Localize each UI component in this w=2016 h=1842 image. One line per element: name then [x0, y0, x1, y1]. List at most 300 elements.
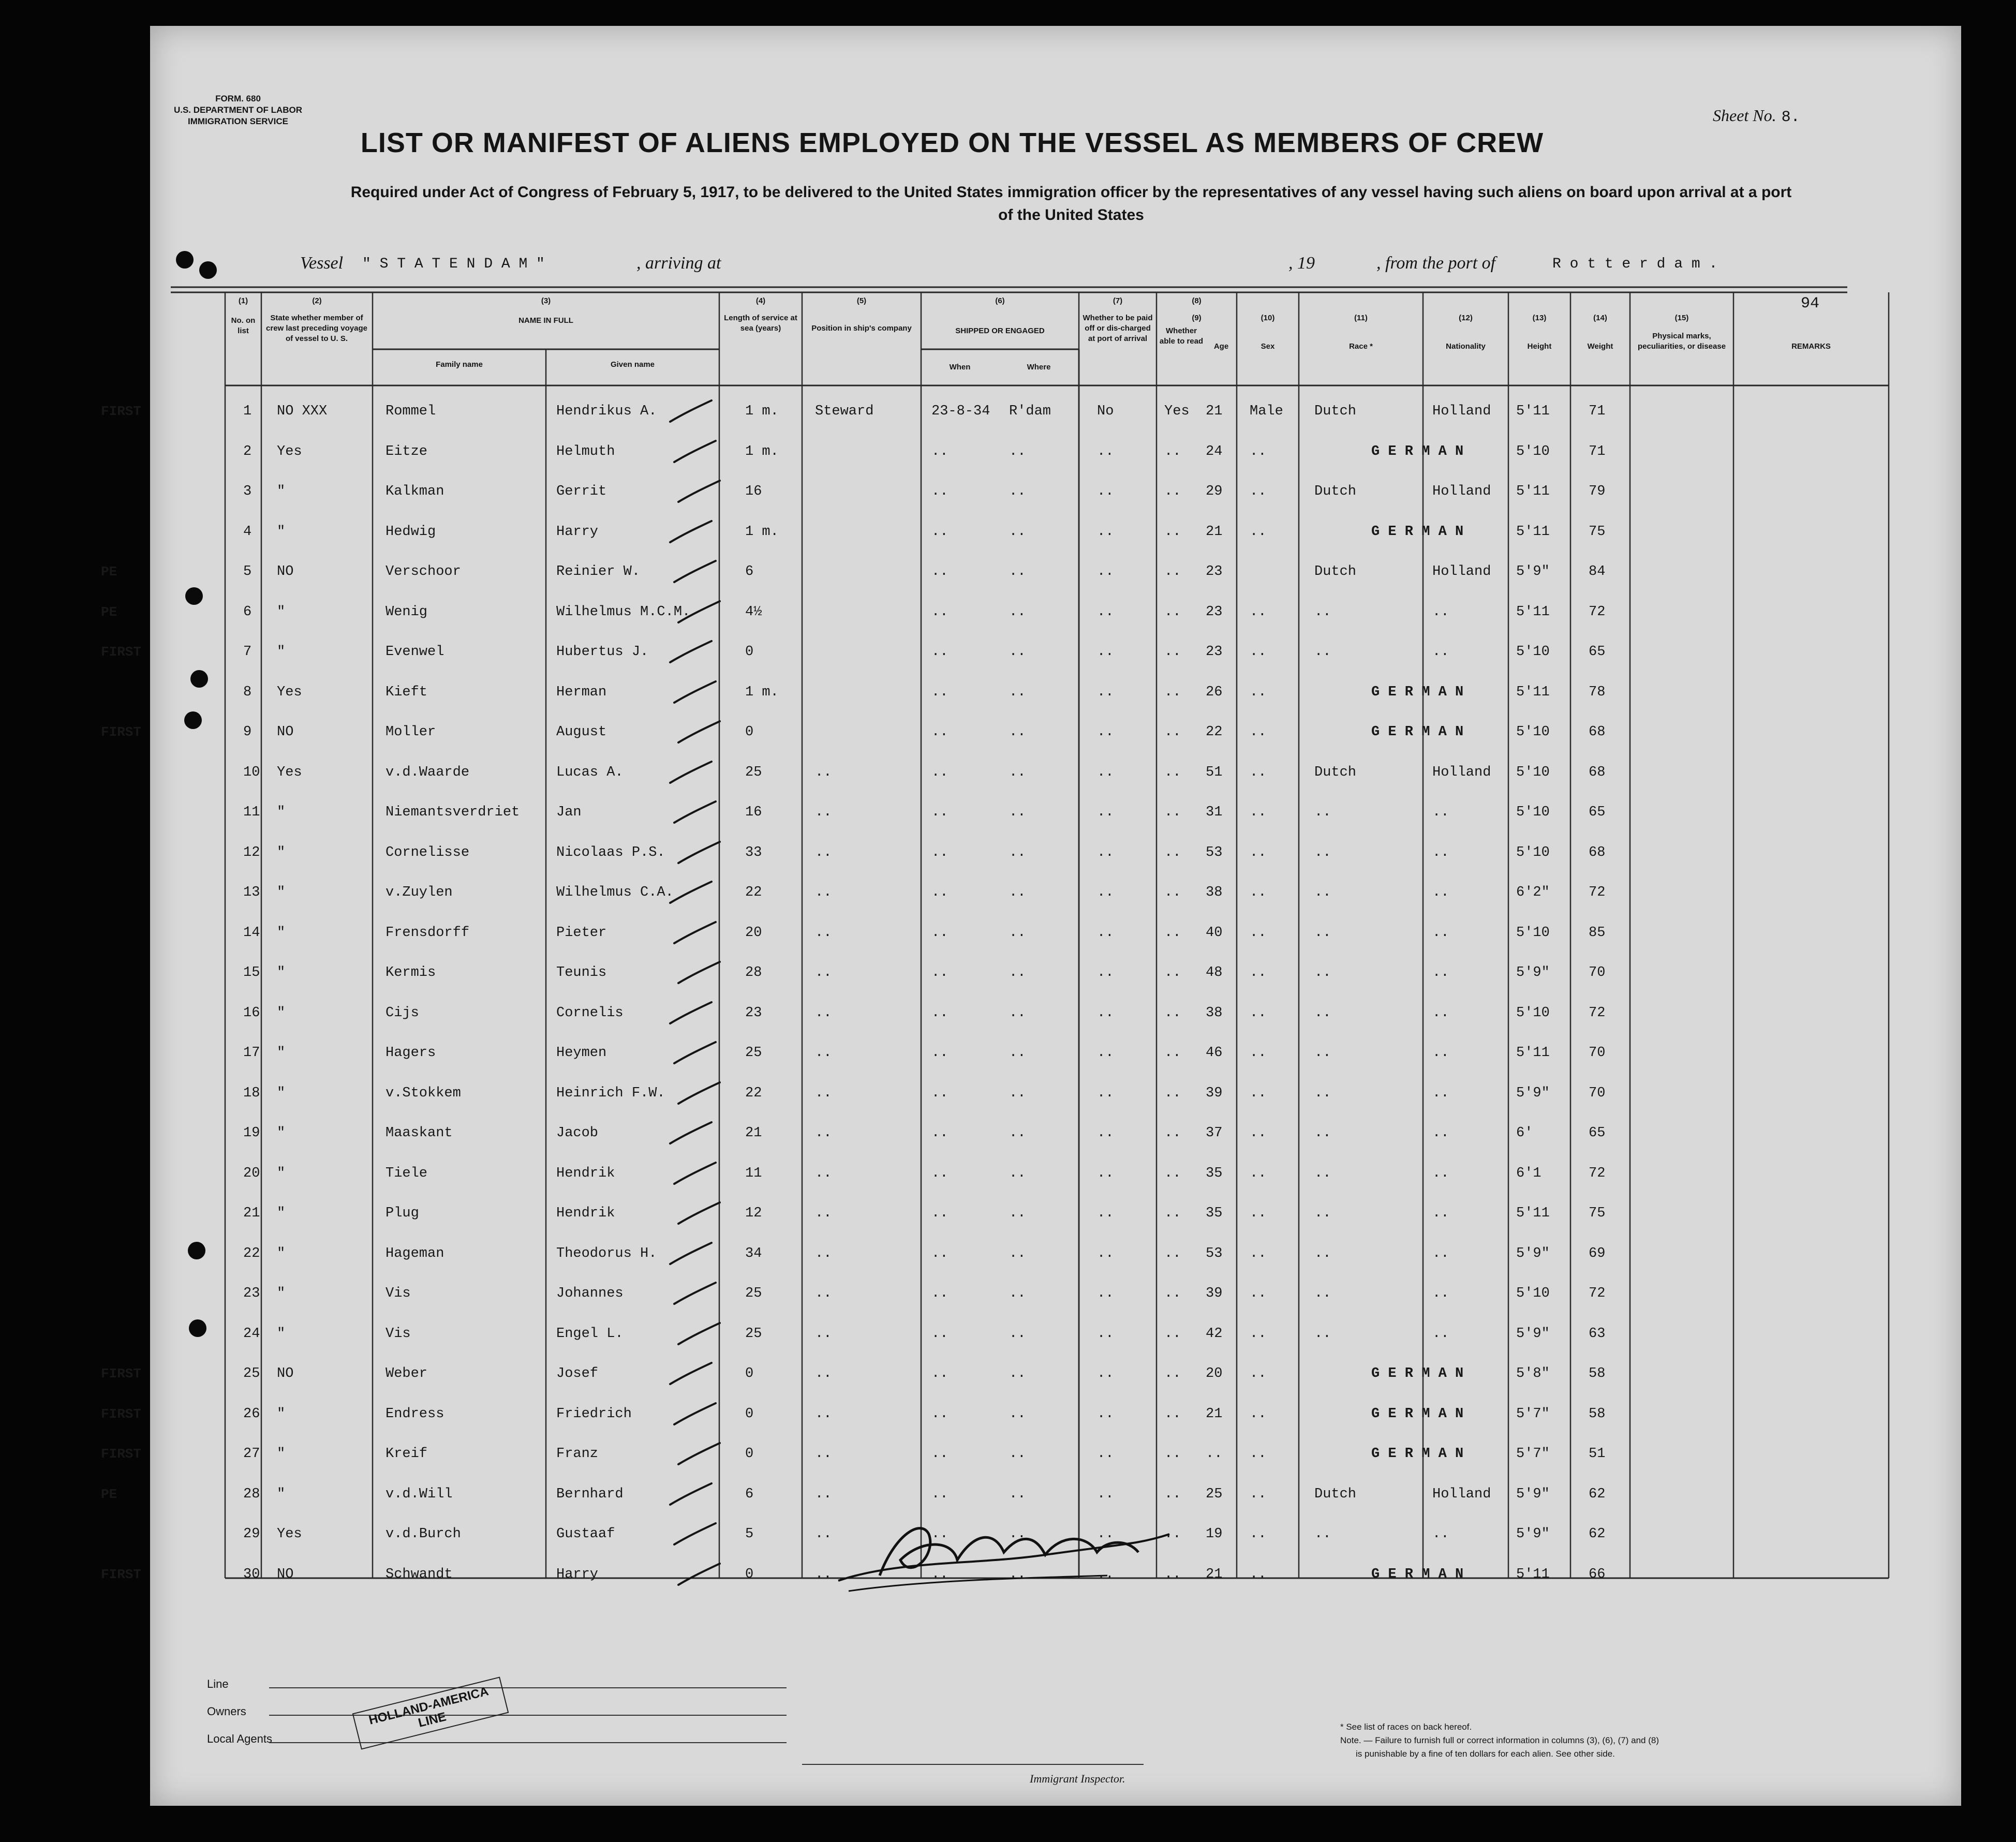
row-number: 16 [243, 1005, 260, 1021]
row-family-name: v.Zuylen [386, 885, 453, 900]
row-paid-off: .. [1097, 1566, 1114, 1582]
row-number: 21 [243, 1206, 260, 1221]
row-mark: PE [101, 1486, 117, 1502]
row-state: " [277, 1406, 286, 1422]
row-age: 21 [1206, 524, 1223, 540]
colnum-2: (2) [312, 296, 322, 305]
row-height: 6'2" [1516, 885, 1550, 900]
row-shipped-where: .. [1009, 1245, 1026, 1261]
row-number: 3 [243, 484, 252, 499]
row-given-name: Harry [556, 1566, 599, 1582]
check-mark-icon [672, 679, 718, 705]
table-row [101, 394, 1961, 433]
row-age: 24 [1206, 443, 1223, 459]
row-paid-off: .. [1097, 1366, 1114, 1382]
row-service-length: 25 [745, 1326, 762, 1342]
row-height: 5'10 [1516, 644, 1550, 660]
row-number: 30 [243, 1566, 260, 1582]
row-family-name: Schwandt [386, 1566, 453, 1582]
row-paid-off: .. [1097, 1125, 1114, 1141]
row-shipped-when: .. [931, 965, 948, 981]
row-age: 46 [1206, 1045, 1223, 1061]
footer-line-label: Line [207, 1677, 229, 1690]
row-given-name: Theodorus H. [556, 1245, 657, 1261]
row-service-length: 22 [745, 1085, 762, 1101]
row-shipped-when: .. [931, 724, 948, 740]
vessel-label: Vessel [300, 254, 344, 273]
row-state: " [277, 604, 286, 620]
row-weight: 70 [1589, 1045, 1606, 1061]
row-number: 1 [243, 404, 252, 419]
row-given-name: Wilhelmus C.A. [556, 885, 674, 900]
colnum-9: (9) [1192, 314, 1202, 322]
row-able-to-read: .. [1164, 1125, 1181, 1141]
row-position: .. [815, 925, 832, 941]
row-race: .. [1314, 1326, 1331, 1342]
row-nationality: .. [1432, 805, 1449, 820]
table-row [150, 515, 1961, 553]
row-service-length: 25 [745, 1286, 762, 1301]
row-given-name: Gustaaf [556, 1526, 615, 1542]
check-mark-icon [672, 559, 718, 585]
row-family-name: Weber [386, 1366, 428, 1382]
row-paid-off: .. [1097, 684, 1114, 700]
row-number: 9 [243, 724, 252, 740]
row-service-length: 16 [745, 805, 762, 820]
table-row [150, 1237, 1961, 1275]
row-paid-off: .. [1097, 1165, 1114, 1181]
row-mark: FIRST [101, 644, 142, 660]
row-height: 5'9" [1516, 1526, 1550, 1542]
row-paid-off: .. [1097, 1245, 1114, 1261]
row-height: 5'10 [1516, 724, 1550, 740]
sheet-number [1713, 106, 1800, 126]
row-family-name: Hageman [386, 1245, 444, 1261]
row-age: 25 [1206, 1486, 1223, 1502]
row-weight: 72 [1589, 1005, 1606, 1021]
row-family-name: Moller [386, 724, 436, 740]
row-paid-off: .. [1097, 885, 1114, 900]
row-sex: .. [1250, 484, 1267, 499]
row-race: G E R M A N [1371, 1446, 1464, 1462]
table-row [150, 1196, 1961, 1235]
row-position: .. [815, 1406, 832, 1422]
row-height: 5'9" [1516, 1245, 1550, 1261]
row-shipped-when: .. [931, 844, 948, 860]
row-service-length: 25 [745, 1045, 762, 1061]
row-state: Yes [277, 684, 302, 700]
check-mark-icon [672, 1401, 718, 1427]
row-given-name: Josef [556, 1366, 599, 1382]
row-service-length: 0 [745, 1366, 754, 1382]
row-service-length: 22 [745, 885, 762, 900]
row-number: 2 [243, 443, 252, 459]
row-paid-off: .. [1097, 764, 1114, 780]
row-mark: FIRST [101, 1446, 142, 1462]
row-race: .. [1314, 1165, 1331, 1181]
document-subtitle [212, 181, 1930, 227]
row-weight: 71 [1589, 443, 1606, 459]
row-sex: .. [1250, 1486, 1267, 1502]
row-age: 21 [1206, 1566, 1223, 1582]
row-family-name: Vis [386, 1286, 411, 1301]
row-family-name: Hagers [386, 1045, 436, 1061]
row-number: 24 [243, 1326, 260, 1342]
form-department: U.S. DEPARTMENT OF LABOR [173, 105, 303, 115]
check-mark-icon [676, 599, 722, 625]
check-mark-icon [668, 1361, 714, 1387]
check-mark-icon [676, 719, 722, 745]
row-race: .. [1314, 805, 1331, 820]
table-row [150, 435, 1961, 473]
row-weight: 70 [1589, 1085, 1606, 1101]
row-height: 5'8" [1516, 1366, 1550, 1382]
row-given-name: Hendrik [556, 1165, 615, 1181]
colnum-6: (6) [995, 296, 1005, 305]
row-sex: .. [1250, 844, 1267, 860]
row-nationality: .. [1432, 1286, 1449, 1301]
row-given-name: Herman [556, 684, 607, 700]
row-position: .. [815, 1526, 832, 1542]
manifest-sheet [101, 26, 1961, 1806]
check-mark-icon [668, 880, 714, 905]
row-race: G E R M A N [1371, 724, 1464, 740]
row-able-to-read: .. [1164, 805, 1181, 820]
row-family-name: Cijs [386, 1005, 419, 1021]
row-able-to-read: .. [1164, 684, 1181, 700]
row-state: " [277, 1005, 286, 1021]
row-weight: 65 [1589, 1125, 1606, 1141]
remarks-number: 94 [1801, 295, 1820, 313]
row-age: 38 [1206, 885, 1223, 900]
row-able-to-read: .. [1164, 724, 1181, 740]
check-mark-icon [668, 1000, 714, 1026]
check-mark-icon [668, 1241, 714, 1267]
row-able-to-read: .. [1164, 1085, 1181, 1101]
row-race: G E R M A N [1371, 1406, 1464, 1422]
row-shipped-when: .. [931, 644, 948, 660]
row-height: 5'11 [1516, 1045, 1550, 1061]
row-state: " [277, 1206, 286, 1221]
row-state: " [277, 644, 286, 660]
row-shipped-when: .. [931, 1125, 948, 1141]
row-given-name: Nicolaas P.S. [556, 844, 665, 860]
row-able-to-read: .. [1164, 484, 1181, 499]
row-paid-off: .. [1097, 484, 1114, 499]
row-shipped-when: .. [931, 1526, 948, 1542]
row-position: .. [815, 1005, 832, 1021]
row-state: " [277, 1085, 286, 1101]
holland-america-stamp: HOLLAND-AMERICA LINE [352, 1677, 509, 1750]
row-mark: FIRST [101, 724, 142, 740]
row-weight: 72 [1589, 1165, 1606, 1181]
row-shipped-when: .. [931, 1245, 948, 1261]
table-row [150, 956, 1961, 994]
row-nationality: Holland [1432, 1486, 1491, 1502]
row-position: .. [815, 1326, 832, 1342]
sheet-number-label: Sheet No. [1713, 106, 1776, 125]
row-position: .. [815, 764, 832, 780]
row-given-name: Pieter [556, 925, 607, 941]
table-row [150, 755, 1961, 794]
row-shipped-where: .. [1009, 1165, 1026, 1181]
row-number: 17 [243, 1045, 260, 1061]
row-sex: .. [1250, 1326, 1267, 1342]
row-shipped-where: .. [1009, 443, 1026, 459]
row-age: 31 [1206, 805, 1223, 820]
punch-hole [176, 251, 194, 269]
note-races: * See list of races on back hereof. [1340, 1722, 1472, 1732]
row-race: .. [1314, 1045, 1331, 1061]
table-row [150, 1276, 1961, 1315]
row-sex: .. [1250, 524, 1267, 540]
colnum-15: (15) [1674, 314, 1689, 322]
row-given-name: Heymen [556, 1045, 607, 1061]
row-number: 15 [243, 965, 260, 981]
row-weight: 75 [1589, 1206, 1606, 1221]
row-shipped-where: R'dam [1009, 404, 1051, 419]
row-position: .. [815, 805, 832, 820]
row-paid-off: .. [1097, 524, 1114, 540]
check-mark-icon [672, 1521, 718, 1547]
row-paid-off: No [1097, 404, 1114, 419]
row-family-name: v.d.Will [386, 1486, 453, 1502]
table-row [150, 1076, 1961, 1115]
header-physical-marks: Physical marks, peculiarities, or disease [1637, 332, 1726, 351]
row-family-name: Verschoor [386, 564, 461, 580]
table-row [150, 1036, 1961, 1074]
row-race: .. [1314, 1286, 1331, 1301]
row-shipped-where: .. [1009, 1566, 1026, 1582]
row-position: .. [815, 1366, 832, 1382]
row-state: " [277, 1245, 286, 1261]
row-sex: .. [1250, 1286, 1267, 1301]
row-paid-off: .. [1097, 564, 1114, 580]
row-position: Steward [815, 404, 874, 419]
subtitle-line-1: Required under Act of Congress of February 5, 1917, to be delivered to the United States immigration officer by the representatives of any vessel having such aliens on board upon arrival at a port [350, 184, 1792, 201]
row-weight: 58 [1589, 1406, 1606, 1422]
row-number: 18 [243, 1085, 260, 1101]
row-shipped-where: .. [1009, 1526, 1026, 1542]
row-height: 5'11 [1516, 684, 1550, 700]
row-family-name: Tiele [386, 1165, 428, 1181]
row-paid-off: .. [1097, 1085, 1114, 1101]
row-height: 5'10 [1516, 764, 1550, 780]
row-state: " [277, 1446, 286, 1462]
row-sex: .. [1250, 805, 1267, 820]
row-given-name: Bernhard [556, 1486, 624, 1502]
row-able-to-read: .. [1164, 885, 1181, 900]
row-service-length: 20 [745, 925, 762, 941]
row-able-to-read: .. [1164, 1326, 1181, 1342]
row-weight: 69 [1589, 1245, 1606, 1261]
row-sex: .. [1250, 1366, 1267, 1382]
header-able-to-read: Whether able to read [1159, 326, 1204, 346]
row-state: NO XXX [277, 404, 328, 419]
header-height: Height [1527, 342, 1552, 351]
row-weight: 58 [1589, 1366, 1606, 1382]
row-sex: .. [1250, 1245, 1267, 1261]
row-number: 20 [243, 1165, 260, 1181]
row-race: .. [1314, 1005, 1331, 1021]
check-mark-icon [668, 1481, 714, 1507]
row-number: 26 [243, 1406, 260, 1422]
row-age: 39 [1206, 1085, 1223, 1101]
row-given-name: Wilhelmus M.C.M. [556, 604, 691, 620]
row-sex: .. [1250, 1206, 1267, 1221]
row-given-name: Gerrit [556, 484, 607, 499]
row-number: 22 [243, 1245, 260, 1261]
header-position: Position in ship's company [811, 324, 912, 333]
row-shipped-where: .. [1009, 885, 1026, 900]
colnum-13: (13) [1532, 314, 1547, 322]
row-state: " [277, 805, 286, 820]
row-shipped-when: .. [931, 484, 948, 499]
row-race: Dutch [1314, 404, 1357, 419]
row-height: 6'1 [1516, 1165, 1541, 1181]
immigrant-inspector-label: Immigrant Inspector. [1030, 1772, 1125, 1785]
row-family-name: Kalkman [386, 484, 444, 499]
note-penalty-1: Note. — Failure to furnish full or correct information in columns (3), (6), (7) and (8) [1340, 1735, 1659, 1745]
year-label: , 19 [1288, 254, 1315, 273]
row-height: 5'10 [1516, 1286, 1550, 1301]
row-shipped-where: .. [1009, 644, 1026, 660]
row-race: G E R M A N [1371, 443, 1464, 459]
row-age: 22 [1206, 724, 1223, 740]
row-age: 20 [1206, 1366, 1223, 1382]
check-mark-icon [676, 960, 722, 986]
row-sex: .. [1250, 1446, 1267, 1462]
row-able-to-read: .. [1164, 564, 1181, 580]
colnum-14: (14) [1593, 314, 1607, 322]
row-paid-off: .. [1097, 965, 1114, 981]
row-position: .. [815, 1286, 832, 1301]
row-shipped-when: .. [931, 1486, 948, 1502]
row-age: 19 [1206, 1526, 1223, 1542]
row-height: 5'11 [1516, 404, 1550, 419]
row-shipped-when: .. [931, 1045, 948, 1061]
row-age: 38 [1206, 1005, 1223, 1021]
row-age: 23 [1206, 644, 1223, 660]
colnum-7: (7) [1113, 296, 1123, 305]
row-nationality: .. [1432, 1526, 1449, 1542]
row-service-length: 0 [745, 1566, 754, 1582]
row-service-length: 28 [745, 965, 762, 981]
table-row [101, 715, 1961, 753]
row-age: 37 [1206, 1125, 1223, 1141]
row-height: 5'9" [1516, 1486, 1550, 1502]
row-family-name: Vis [386, 1326, 411, 1342]
document-title: LIST OR MANIFEST OF ALIENS EMPLOYED ON THE VESSEL AS MEMBERS OF CREW [360, 127, 1544, 158]
row-height: 5'11 [1516, 1206, 1550, 1221]
table-row [101, 1357, 1961, 1395]
row-state: NO [277, 724, 294, 740]
row-nationality: Holland [1432, 764, 1491, 780]
row-shipped-where: .. [1009, 684, 1026, 700]
row-race: G E R M A N [1371, 1566, 1464, 1582]
inspector-signature [818, 1503, 1180, 1607]
header-nationality: Nationality [1446, 342, 1486, 351]
check-mark-icon [672, 799, 718, 825]
check-mark-icon [672, 1281, 718, 1306]
row-given-name: Hubertus J. [556, 644, 649, 660]
check-mark-icon [676, 1441, 722, 1467]
row-shipped-where: .. [1009, 564, 1026, 580]
colnum-10: (10) [1261, 314, 1275, 322]
row-paid-off: .. [1097, 1005, 1114, 1021]
row-age: 21 [1206, 404, 1223, 419]
row-race: G E R M A N [1371, 524, 1464, 540]
check-mark-icon [672, 439, 718, 465]
row-race: .. [1314, 925, 1331, 941]
row-weight: 70 [1589, 965, 1606, 981]
row-shipped-where: .. [1009, 604, 1026, 620]
row-weight: 72 [1589, 885, 1606, 900]
row-able-to-read: .. [1164, 764, 1181, 780]
colnum-1: (1) [238, 296, 248, 305]
header-paid-off: Whether to be paid off or dis-charged at port of arrival [1083, 314, 1153, 343]
row-given-name: Heinrich F.W. [556, 1085, 665, 1101]
row-number: 5 [243, 564, 252, 580]
row-height: 5'11 [1516, 524, 1550, 540]
row-race: Dutch [1314, 564, 1357, 580]
row-shipped-where: .. [1009, 965, 1026, 981]
row-sex: .. [1250, 443, 1267, 459]
colnum-8: (8) [1192, 296, 1202, 305]
row-able-to-read: .. [1164, 1286, 1181, 1301]
row-nationality: .. [1432, 844, 1449, 860]
row-service-length: 1 m. [745, 524, 779, 540]
port-label: , from the port of [1376, 254, 1496, 273]
row-nationality: Holland [1432, 564, 1491, 580]
row-weight: 85 [1589, 925, 1606, 941]
header-family-name: Family name [436, 360, 483, 369]
table-row [101, 1397, 1961, 1435]
table-row [150, 996, 1961, 1034]
check-mark-icon [676, 840, 722, 866]
row-paid-off: .. [1097, 844, 1114, 860]
row-position: .. [815, 1045, 832, 1061]
row-shipped-when: 23-8-34 [931, 404, 990, 419]
row-sex: .. [1250, 724, 1267, 740]
row-number: 10 [243, 764, 260, 780]
row-height: 5'10 [1516, 844, 1550, 860]
row-mark: PE [101, 604, 117, 620]
header-sex: Sex [1261, 342, 1275, 351]
header-no-on-list: No. on list [231, 316, 256, 335]
row-service-length: 1 m. [745, 443, 779, 459]
row-height: 5'10 [1516, 925, 1550, 941]
row-number: 27 [243, 1446, 260, 1462]
table-row [150, 1116, 1961, 1154]
row-family-name: Wenig [386, 604, 428, 620]
row-state: " [277, 965, 286, 981]
row-age: 29 [1206, 484, 1223, 499]
row-height: 5'9" [1516, 1326, 1550, 1342]
header-where: Where [1027, 363, 1051, 372]
row-given-name: Jacob [556, 1125, 599, 1141]
row-number: 6 [243, 604, 252, 620]
row-service-length: 16 [745, 484, 762, 499]
row-height: 5'7" [1516, 1446, 1550, 1462]
row-position: .. [815, 1446, 832, 1462]
row-nationality: .. [1432, 925, 1449, 941]
table-row [150, 836, 1961, 874]
row-shipped-where: .. [1009, 1406, 1026, 1422]
check-mark-icon [668, 1120, 714, 1146]
row-position: .. [815, 1085, 832, 1101]
row-shipped-where: .. [1009, 1085, 1026, 1101]
